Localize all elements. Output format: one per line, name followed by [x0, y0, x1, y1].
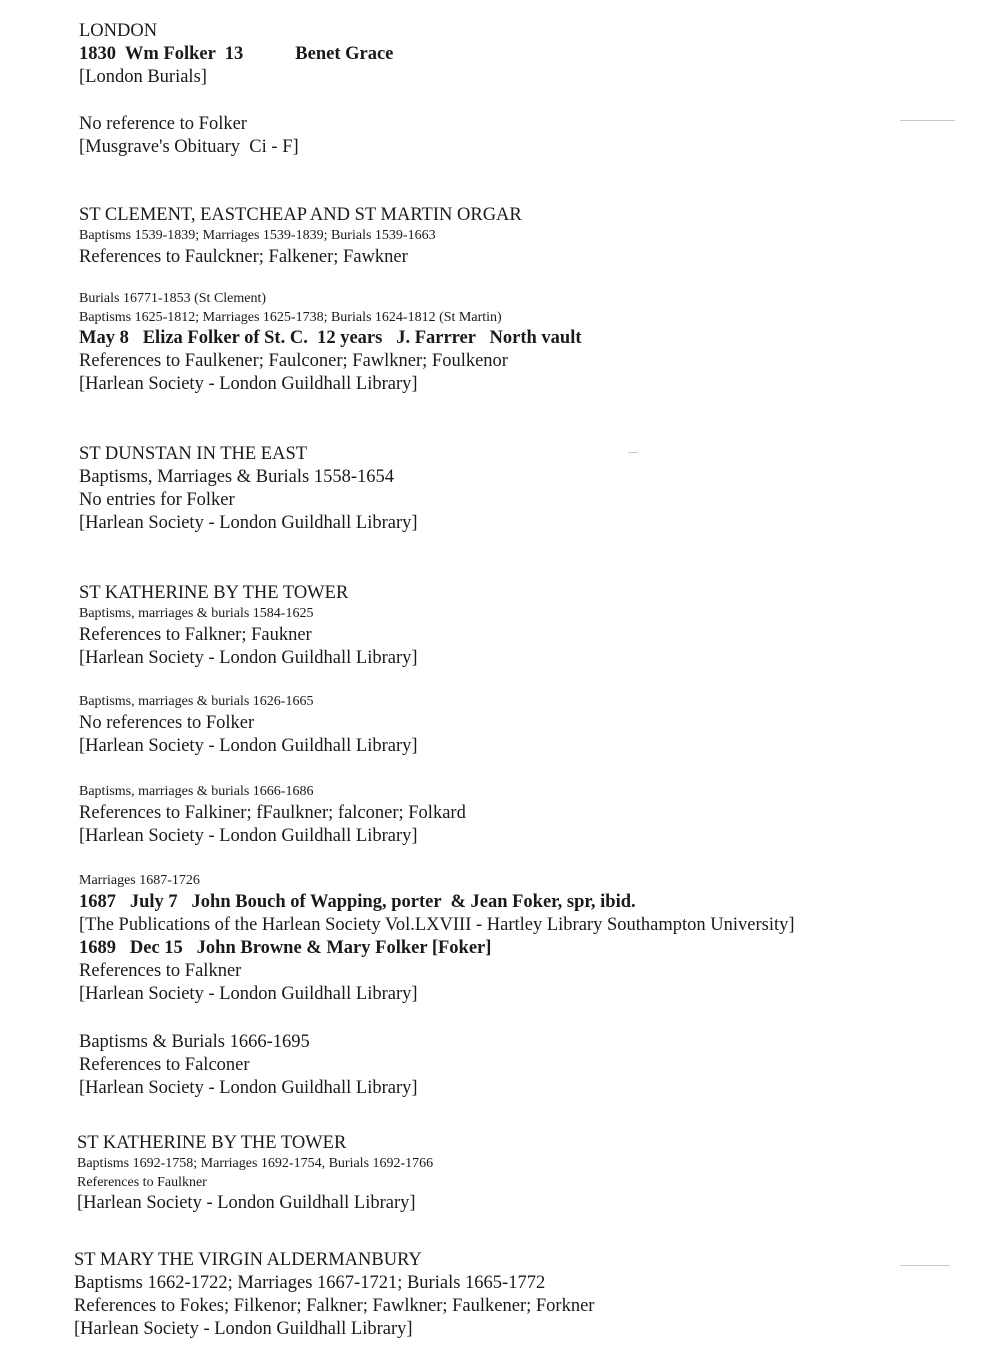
section-st-mary	[74, 1249, 594, 1341]
subsection-baptisms-burials-1666-1695	[79, 1031, 418, 1100]
note-text: No reference to Folker	[79, 114, 247, 134]
section-st-clement	[79, 204, 522, 269]
record-range: Baptisms 1692-1758; Marriages 1692-1754, Burials 1692-1766	[77, 1156, 434, 1171]
record-range: Baptisms, marriages & burials 1666-1686	[79, 784, 314, 799]
scan-mark	[900, 120, 955, 121]
scan-mark	[628, 452, 638, 453]
entry-name: Wm Folker	[124, 44, 216, 64]
source-citation: [London Burials]	[79, 67, 207, 87]
record-range: Marriages 1687-1726	[79, 873, 200, 888]
source-citation: [Harlean Society - London Guildhall Library]	[79, 1078, 418, 1098]
note-text: No entries for Folker	[79, 490, 235, 510]
source-citation: [Musgrave's Obituary Ci - F]	[79, 137, 299, 157]
section-st-katherine	[79, 582, 418, 670]
references-text: References to Falkner; Faukner	[79, 624, 312, 645]
subsection-1626-1665	[79, 693, 418, 758]
section-heading: LONDON	[79, 21, 158, 41]
references-text: References to Faulckner; Falkener; Fawkner	[79, 246, 408, 267]
record-range: Baptisms & Burials 1666-1695	[79, 1032, 310, 1052]
subsection-marriages-1687-1726	[79, 872, 795, 1006]
section-london-note	[79, 113, 299, 159]
references-text: References to Faulkener; Faulconer; Fawlkner; Foulkenor	[79, 351, 508, 371]
record-range: Baptisms, marriages & burials 1584-1625	[79, 606, 314, 621]
source-citation: [Harlean Society - London Guildhall Library]	[79, 735, 418, 756]
references-text: References to Faulkner	[77, 1174, 207, 1190]
marriage-entry: 1689 Dec 15 John Browne & Mary Folker [Foker]	[79, 937, 492, 958]
record-range: Baptisms 1539-1839; Marriages 1539-1839; Burials 1539-1663	[79, 228, 436, 243]
source-citation: [Harlean Society - London Guildhall Library]	[77, 1193, 416, 1213]
section-heading: ST KATHERINE BY THE TOWER	[77, 1133, 347, 1153]
references-text: References to Falkiner; fFaulkner; falconer; Folkard	[79, 802, 466, 823]
section-st-katherine-2	[77, 1132, 433, 1215]
entry-age: 13	[224, 44, 244, 64]
source-citation: [Harlean Society - London Guildhall Library]	[74, 1319, 413, 1339]
section-st-clement-burials	[79, 290, 582, 396]
marriage-entry: 1687 July 7 John Bouch of Wapping, porter & Jean Foker, spr, ibid.	[79, 891, 636, 912]
source-citation: [Harlean Society - London Guildhall Library]	[79, 513, 418, 533]
source-citation: [Harlean Society - London Guildhall Library]	[79, 647, 418, 668]
source-citation: [Harlean Society - London Guildhall Library]	[79, 374, 418, 394]
entry-year: 1830	[79, 44, 116, 64]
references-text: References to Falkner	[79, 960, 242, 981]
burial-entry: May 8 Eliza Folker of St. C. 12 years J. Farrrer North vault	[79, 328, 582, 348]
subsection-1666-1686	[79, 783, 466, 848]
source-citation: [Harlean Society - London Guildhall Library]	[79, 983, 418, 1004]
references-text: No references to Folker	[79, 712, 255, 733]
section-st-dunstan	[79, 443, 418, 535]
section-heading: ST MARY THE VIRGIN ALDERMANBURY	[74, 1250, 422, 1270]
section-heading: ST DUNSTAN IN THE EAST	[79, 444, 308, 464]
record-range: Baptisms 1662-1722; Marriages 1667-1721; Burials 1665-1772	[74, 1273, 546, 1293]
record-range: Baptisms, marriages & burials 1626-1665	[79, 694, 314, 709]
record-range: Burials 16771-1853 (St Clement)	[79, 291, 267, 306]
section-heading: ST KATHERINE BY THE TOWER	[79, 583, 349, 603]
references-text: References to Falconer	[79, 1055, 250, 1075]
source-citation: [The Publications of the Harlean Society Vol.LXVIII - Hartley Library Southampton University]	[79, 914, 795, 935]
references-text: References to Fokes; Filkenor; Falkner; Fawlkner; Faulkener; Forkner	[74, 1296, 595, 1316]
source-citation: [Harlean Society - London Guildhall Library]	[79, 825, 418, 846]
section-heading: ST CLEMENT, EASTCHEAP AND ST MARTIN ORGAR	[79, 205, 522, 225]
scan-mark	[900, 1265, 950, 1266]
section-london	[79, 20, 393, 89]
burial-entry	[79, 43, 393, 66]
record-range: Baptisms, Marriages & Burials 1558-1654	[79, 467, 394, 487]
record-range: Baptisms 1625-1812; Marriages 1625-1738; Burials 1624-1812 (St Martin)	[79, 309, 502, 325]
entry-place: Benet Grace	[295, 44, 394, 64]
